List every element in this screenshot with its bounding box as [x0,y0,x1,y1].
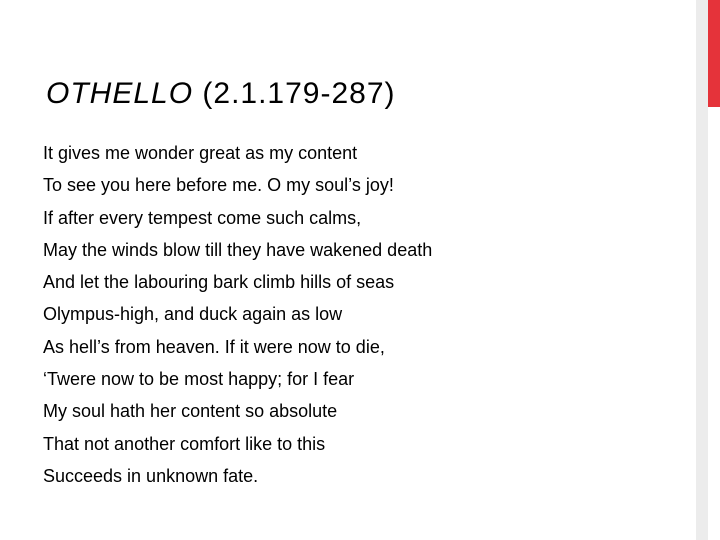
verse-line: ‘Twere now to be most happy; for I fear [43,369,355,390]
title-play-name: OTHELLO [46,77,194,110]
verse-line: If after every tempest come such calms, [43,207,362,228]
verse-line: That not another comfort like to this [43,433,326,454]
verse-line: Olympus-high, and duck again as low [43,304,343,325]
verse-line: To see you here before me. O my soul’s joy! [43,175,394,196]
slide-title [46,76,396,112]
verse-line: Succeeds in unknown fate. [43,465,259,486]
verse-line: And let the labouring bark climb hills of seas [43,272,395,293]
verse-lines [43,137,432,492]
accent-bar [708,0,720,107]
slide-edge-strip [696,0,708,540]
verse-line: It gives me wonder great as my content [43,143,358,163]
verse-line: May the winds blow till they have wakened death [43,239,433,260]
verse-line: As hell’s from heaven. If it were now to die, [43,336,385,357]
title-reference: (2.1.179-287) [202,77,396,110]
verse-line: My soul hath her content so absolute [43,401,338,422]
